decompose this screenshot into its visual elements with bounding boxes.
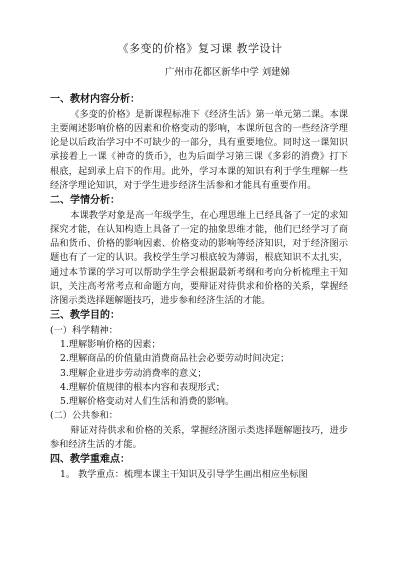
objective-item-3: 3.理解企业进步劳动消费率的意义； — [60, 367, 207, 379]
objective-item-2: 2.理解商品的价值量由消费商品社会必要劳动时间决定； — [60, 353, 290, 365]
section-heading-4: 四、教学重难点： — [50, 454, 130, 465]
section-2-paragraph: 本课教学对象是高一年级学生，在心理思维上已经具备了一定的求知探究才能，在认知构造上具备了一定的抽象思维才能，他们已经学习了商品和货币、价格的影响因素、价格变动的影响等经济知识，对于经济图示题也有了一定的认识。我校学生学习根底较为薄弱，根底知识不太扎实，通过本节课的学习可以帮助学生学会根据最新考纲和考向分析梳理主干知识，关注高考常考点和命题方向，要辩证对待供求和价格的关系，掌握经济图示类选择题解题技巧，进步参和经济生活的才能。 — [50, 209, 348, 306]
document-author: 广州市花都区新华中学 刘建娣 — [165, 67, 290, 78]
subsection-science-spirit: (一）科学精神： — [50, 324, 118, 336]
document-title: 《多变的价格》复习课 教学设计 — [117, 42, 283, 55]
subsection-public-participation: (二）公共参和： — [50, 410, 118, 422]
key-point-1: 1。 教学重点：梳理本课主干知识及引导学生画出相应坐标图 — [60, 468, 308, 480]
objective-item-1: 1.理解影响价格的因素； — [60, 339, 161, 350]
section-heading-1: 一、教材内容分析： — [50, 94, 140, 105]
section-heading-3: 三、教学目的： — [50, 310, 120, 322]
section-1-paragraph: 《多变的价格》是新课程标准下《经济生活》第一单元第二课。本课主要阐述影响价格的因素和价格变动的影响，本课所包含的一些经济学理论是以后政治学习中不可缺少的一部分，具有重要地位。同时这一课知识承接着上一课《神奇的货币》，也为后面学习第三课《多彩的消费》打下根底，起到承上启下的作用。此外，学习本课的知识有利于学生理解一些经济学理论知识，对于学生进步经济生活参和才能具有重要作用。 — [50, 108, 348, 191]
section-3-paragraph: 辩证对待供求和价格的关系，掌握经济图示类选择题解题技巧，进步参和经济生活的才能。 — [50, 424, 348, 450]
objective-item-4: 4.理解价值规律的根本内容和表现形式； — [60, 381, 225, 393]
section-heading-2: 二、学情分析： — [50, 195, 120, 206]
objective-item-5: 5.理解价格变动对人们生活和消费的影响。 — [60, 396, 235, 407]
document-body — [50, 92, 348, 482]
